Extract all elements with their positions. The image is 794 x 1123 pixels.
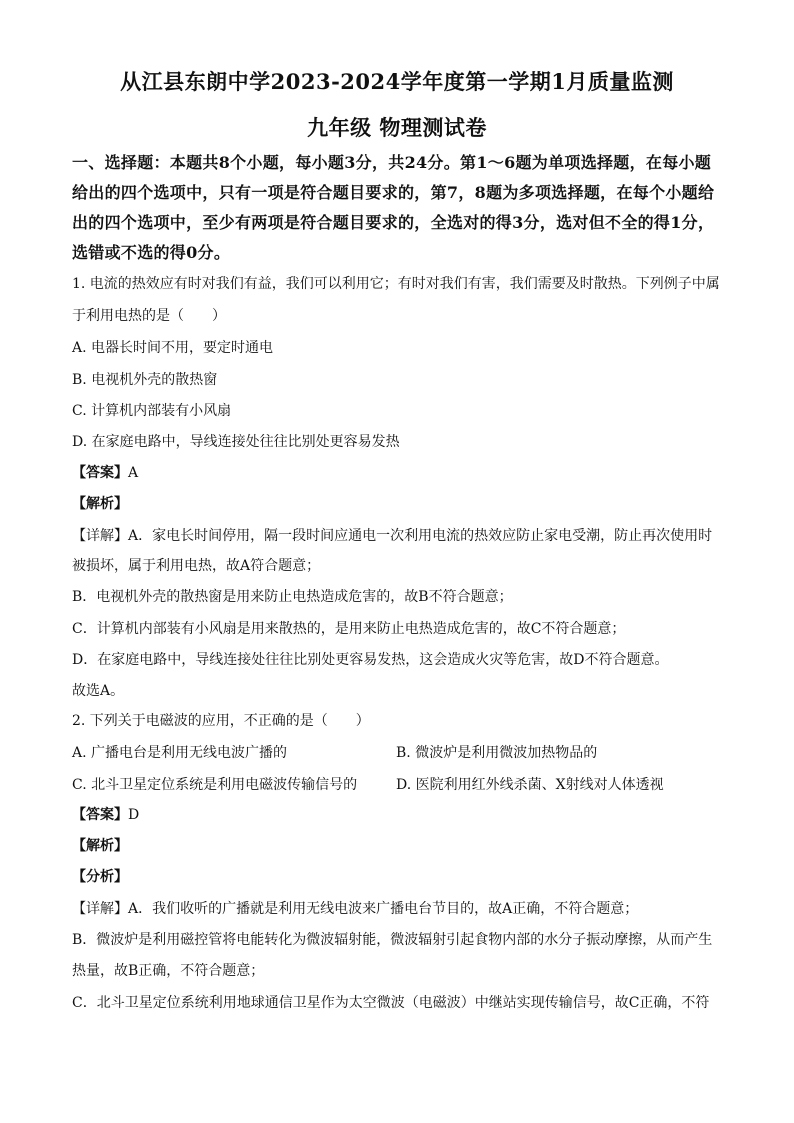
- q2-answer: [72, 805, 732, 825]
- answer-value: D: [128, 807, 140, 823]
- q1-detail-line2: 被损坏，属于利用电热，故A符合题意；: [72, 558, 321, 574]
- q1-detail-c: C．计算机内部装有小风扇是用来散热的，是用来防止电热造成危害的，故C不符合题意；: [72, 621, 626, 637]
- answer-label: 【答案】: [72, 807, 128, 823]
- q1-option-a: A. 电器长时间不用，要定时通电: [72, 340, 274, 356]
- page-subtitle: 九年级 物理测试卷: [307, 115, 487, 140]
- q2-option-b: B. 微波炉是利用微波加热物品的: [396, 745, 598, 761]
- q1-conclusion: 故选A。: [72, 683, 125, 699]
- q2-option-c: C. 北斗卫星定位系统是利用电磁波传输信号的: [72, 777, 358, 793]
- q2-detail-b-line2: 热量，故B正确，不符合题意；: [72, 963, 265, 979]
- q2-analysis-label: 【解析】: [72, 838, 128, 854]
- q1-detail-d: D．在家庭电路中，导线连接处往往比别处更容易发热，这会造成火灾等危害，故D不符合题意。: [72, 652, 669, 668]
- q2-detail-b-line1: B．微波炉是利用磁控管将电能转化为微波辐射能，微波辐射引起食物内部的水分子振动摩擦，从而产生: [72, 932, 713, 948]
- answer-value: A: [128, 465, 139, 481]
- q2-stem: 2. 下列关于电磁波的应用，不正确的是（ ）: [72, 713, 370, 729]
- answer-label: 【答案】: [72, 465, 128, 481]
- page-title: 从江县东朗中学2023-2024学年度第一学期1月质量监测: [120, 69, 674, 94]
- q1-answer: [72, 463, 732, 483]
- q1-analysis-label: 【解析】: [72, 496, 128, 512]
- q2-detail-c: C．北斗卫星定位系统利用地球通信卫星作为太空微波（电磁波）中继站实现传输信号，故C正确，不符: [72, 995, 710, 1011]
- q2-fenxi-label: 【分析】: [72, 869, 128, 885]
- q1-stem-line1: 1. 电流的热效应有时对我们有益，我们可以利用它；有时对我们有害，我们需要及时散热。下列例子中属: [72, 276, 720, 292]
- q2-option-a: A. 广播电台是利用无线电波广播的: [72, 745, 288, 761]
- q1-option-b: B. 电视机外壳的散热窗: [72, 372, 218, 388]
- q1-detail-line1: 【详解】A．家电长时间停用，隔一段时间应通电一次利用电流的热效应防止家电受潮，防止再次使用时: [72, 528, 713, 544]
- q1-option-d: D. 在家庭电路中，导线连接处往往比别处更容易发热: [72, 434, 400, 450]
- q2-option-d: D. 医院利用红外线杀菌、X射线对人体透视: [396, 777, 664, 793]
- q1-stem-line2: 于利用电热的是（ ）: [72, 308, 226, 324]
- q1-option-c: C. 计算机内部装有小风扇: [72, 403, 232, 419]
- q1-detail-b: B．电视机外壳的散热窗是用来防止电热造成危害的，故B不符合题意；: [72, 589, 513, 605]
- section-instructions: 一、选择题：本题共8个小题，每小题3分，共24分。第1～6题为单项选择题，在每小题给出的四个选项中，只有一项是符合题目要求的，第7，8题为多项选择题，在每个小题给出的四个选项中，至少有两项是符合题目要求的，全选对的得3分，选对但不全的得1分，选错或不选的得0分。: [72, 153, 715, 262]
- q2-detail-a: 【详解】A．我们收听的广播就是利用无线电波来广播电台节目的，故A正确，不符合题意；: [72, 901, 639, 917]
